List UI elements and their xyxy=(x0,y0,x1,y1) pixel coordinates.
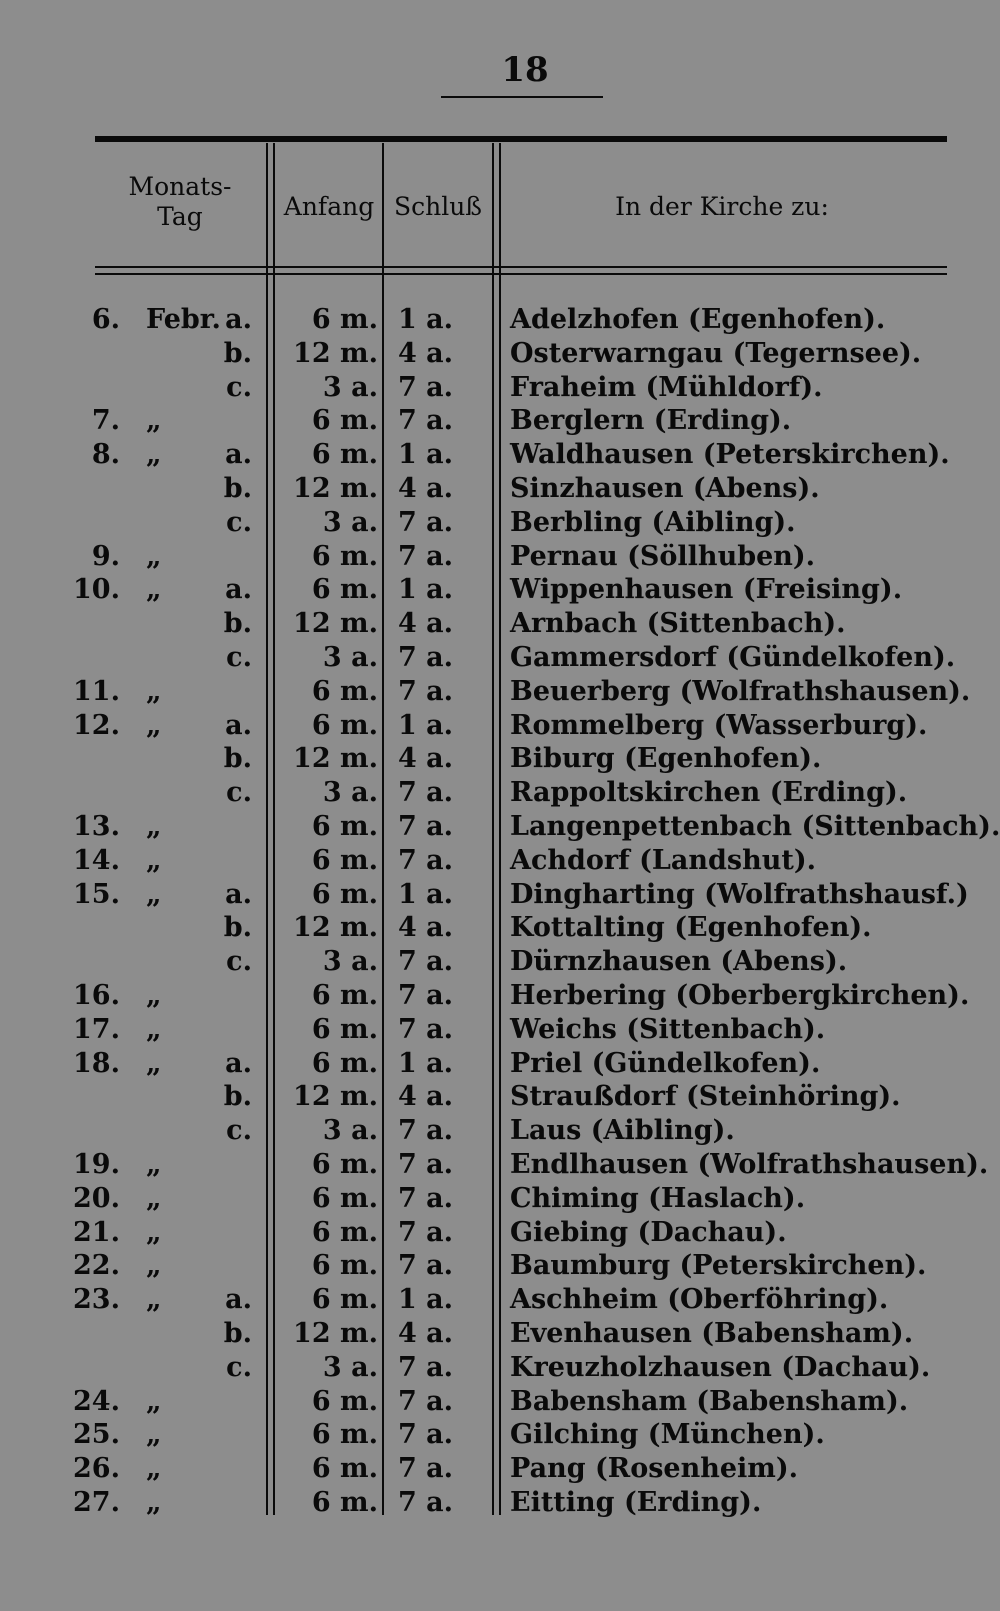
row-month: „ xyxy=(146,574,162,606)
row-church: Berbling (Aibling). xyxy=(510,506,796,538)
row-start-time: 12 m. xyxy=(293,1081,378,1113)
row-start-time: 6 m. xyxy=(311,878,378,910)
header-bottom-rule xyxy=(95,266,947,268)
row-day: 21. xyxy=(73,1216,120,1248)
row-day: 22. xyxy=(73,1250,120,1282)
row-subdivision: b. xyxy=(223,337,252,369)
row-start-time: 6 m. xyxy=(311,1013,378,1045)
row-subdivision: c. xyxy=(226,1351,252,1383)
row-end-time: 7 a. xyxy=(398,540,454,572)
row-start-time: 6 m. xyxy=(311,540,378,572)
row-church: Osterwarngau (Tegernsee). xyxy=(510,337,922,369)
table-row xyxy=(0,945,1000,979)
row-subdivision: a. xyxy=(225,1284,252,1316)
row-start-time: 3 a. xyxy=(322,641,378,673)
row-day: 8. xyxy=(91,439,120,471)
row-church: Beuerberg (Wolfrathshausen). xyxy=(510,675,971,707)
table-row xyxy=(0,979,1000,1013)
table-row xyxy=(0,540,1000,574)
row-church: Dingharting (Wolfrathshausf.) xyxy=(510,878,969,910)
row-month: „ xyxy=(146,1250,162,1282)
row-start-time: 6 m. xyxy=(311,810,378,842)
table-row xyxy=(0,1351,1000,1385)
header-end-column: Schluß xyxy=(393,192,483,221)
row-start-time: 6 m. xyxy=(311,979,378,1011)
row-church: Priel (Gündelkofen). xyxy=(510,1047,821,1079)
row-subdivision: a. xyxy=(225,1047,252,1079)
table-row xyxy=(0,303,1000,337)
row-end-time: 7 a. xyxy=(398,979,454,1011)
table-row xyxy=(0,1249,1000,1283)
row-subdivision: b. xyxy=(223,743,252,775)
row-church: Chiming (Haslach). xyxy=(510,1182,806,1214)
row-church: Evenhausen (Babensham). xyxy=(510,1317,914,1349)
row-end-time: 7 a. xyxy=(398,675,454,707)
row-end-time: 7 a. xyxy=(398,777,454,809)
row-month: „ xyxy=(146,1148,162,1180)
row-end-time: 4 a. xyxy=(398,1317,454,1349)
row-end-time: 7 a. xyxy=(398,1148,454,1180)
row-start-time: 6 m. xyxy=(311,574,378,606)
table-row xyxy=(0,911,1000,945)
row-end-time: 7 a. xyxy=(398,1115,454,1147)
row-month: „ xyxy=(146,709,162,741)
row-church: Baumburg (Peterskirchen). xyxy=(510,1250,927,1282)
row-month: „ xyxy=(146,675,162,707)
table-row xyxy=(0,1182,1000,1216)
row-end-time: 7 a. xyxy=(398,641,454,673)
row-start-time: 6 m. xyxy=(311,1284,378,1316)
table-row xyxy=(0,1486,1000,1520)
row-subdivision: c. xyxy=(226,777,252,809)
table-row xyxy=(0,810,1000,844)
row-end-time: 4 a. xyxy=(398,472,454,504)
header-day-column xyxy=(100,172,260,232)
row-end-time: 7 a. xyxy=(398,1250,454,1282)
row-day: 27. xyxy=(73,1486,120,1518)
row-church: Straußdorf (Steinhöring). xyxy=(510,1081,901,1113)
row-end-time: 7 a. xyxy=(398,506,454,538)
row-church: Sinzhausen (Abens). xyxy=(510,472,820,504)
row-subdivision: b. xyxy=(223,472,252,504)
table-row xyxy=(0,337,1000,371)
row-start-time: 6 m. xyxy=(311,1047,378,1079)
row-church: Gilching (München). xyxy=(510,1419,825,1451)
header-bottom-rule-double xyxy=(95,273,947,275)
row-day: 9. xyxy=(91,540,120,572)
row-day: 14. xyxy=(73,844,120,876)
row-church: Adelzhofen (Egenhofen). xyxy=(510,304,886,335)
row-start-time: 12 m. xyxy=(293,743,378,775)
row-month: „ xyxy=(146,1182,162,1214)
row-end-time: 1 a. xyxy=(398,574,454,606)
row-church: Kottalting (Egenhofen). xyxy=(510,912,872,944)
row-start-time: 3 a. xyxy=(322,1115,378,1147)
schedule-table-body xyxy=(0,303,1000,1520)
row-day: 20. xyxy=(73,1182,120,1214)
row-month: „ xyxy=(146,1419,162,1451)
row-church: Achdorf (Landshut). xyxy=(510,844,817,876)
row-month: „ xyxy=(146,979,162,1011)
row-month: „ xyxy=(146,405,162,437)
table-row xyxy=(0,1080,1000,1114)
row-start-time: 12 m. xyxy=(293,912,378,944)
row-church: Endlhausen (Wolfrathshausen). xyxy=(510,1148,989,1180)
row-day: 15. xyxy=(73,878,120,910)
row-end-time: 7 a. xyxy=(398,844,454,876)
row-end-time: 7 a. xyxy=(398,1013,454,1045)
header-church-column: In der Kirche zu: xyxy=(615,192,829,221)
row-church: Laus (Aibling). xyxy=(510,1115,735,1147)
row-church: Dürnzhausen (Abens). xyxy=(510,946,848,978)
row-subdivision: c. xyxy=(226,371,252,403)
row-end-time: 7 a. xyxy=(398,810,454,842)
row-start-time: 6 m. xyxy=(311,1148,378,1180)
table-row xyxy=(0,1385,1000,1419)
row-subdivision: a. xyxy=(225,878,252,910)
row-start-time: 3 a. xyxy=(322,946,378,978)
row-day: 11. xyxy=(73,675,120,707)
row-subdivision: b. xyxy=(223,608,252,640)
row-end-time: 1 a. xyxy=(398,304,454,335)
row-subdivision: b. xyxy=(223,1081,252,1113)
row-end-time: 4 a. xyxy=(398,608,454,640)
row-month: „ xyxy=(146,878,162,910)
row-day: 6. xyxy=(91,304,120,335)
row-start-time: 3 a. xyxy=(322,506,378,538)
row-start-time: 6 m. xyxy=(311,405,378,437)
row-month: Febr. xyxy=(146,304,221,335)
row-subdivision: c. xyxy=(226,506,252,538)
row-end-time: 7 a. xyxy=(398,946,454,978)
row-end-time: 1 a. xyxy=(398,1284,454,1316)
table-row xyxy=(0,404,1000,438)
row-subdivision: c. xyxy=(226,946,252,978)
header-day-line1: Monats- xyxy=(128,172,232,201)
table-row xyxy=(0,607,1000,641)
row-church: Gammersdorf (Gündelkofen). xyxy=(510,641,956,673)
row-start-time: 12 m. xyxy=(293,1317,378,1349)
row-start-time: 6 m. xyxy=(311,1419,378,1451)
row-start-time: 6 m. xyxy=(311,439,378,471)
row-church: Giebing (Dachau). xyxy=(510,1216,787,1248)
row-end-time: 7 a. xyxy=(398,371,454,403)
row-subdivision: a. xyxy=(225,574,252,606)
table-row xyxy=(0,472,1000,506)
row-church: Arnbach (Sittenbach). xyxy=(510,608,846,640)
header-start-column: Anfang xyxy=(283,192,375,221)
row-day: 10. xyxy=(73,574,120,606)
table-row xyxy=(0,506,1000,540)
row-start-time: 12 m. xyxy=(293,472,378,504)
row-start-time: 6 m. xyxy=(311,1385,378,1417)
row-subdivision: a. xyxy=(225,709,252,741)
row-start-time: 3 a. xyxy=(322,371,378,403)
row-start-time: 6 m. xyxy=(311,1216,378,1248)
row-end-time: 4 a. xyxy=(398,337,454,369)
row-day: 17. xyxy=(73,1013,120,1045)
row-church: Waldhausen (Peterskirchen). xyxy=(510,439,950,471)
row-day: 23. xyxy=(73,1284,120,1316)
row-end-time: 7 a. xyxy=(398,1385,454,1417)
row-end-time: 7 a. xyxy=(398,1351,454,1383)
row-month: „ xyxy=(146,1284,162,1316)
table-row xyxy=(0,1013,1000,1047)
row-day: 13. xyxy=(73,810,120,842)
row-church: Fraheim (Mühldorf). xyxy=(510,371,823,403)
row-end-time: 7 a. xyxy=(398,1453,454,1485)
table-row xyxy=(0,844,1000,878)
row-end-time: 4 a. xyxy=(398,1081,454,1113)
row-end-time: 7 a. xyxy=(398,1419,454,1451)
row-start-time: 6 m. xyxy=(311,1250,378,1282)
row-end-time: 7 a. xyxy=(398,1486,454,1518)
row-day: 12. xyxy=(73,709,120,741)
page-number-underline xyxy=(441,96,603,98)
row-start-time: 6 m. xyxy=(311,844,378,876)
page-number: 18 xyxy=(501,50,549,90)
table-row xyxy=(0,675,1000,709)
row-end-time: 4 a. xyxy=(398,743,454,775)
table-row xyxy=(0,1283,1000,1317)
row-end-time: 7 a. xyxy=(398,1216,454,1248)
row-subdivision: c. xyxy=(226,641,252,673)
row-start-time: 6 m. xyxy=(311,1182,378,1214)
table-row xyxy=(0,1418,1000,1452)
row-day: 7. xyxy=(91,405,120,437)
row-church: Wippenhausen (Freising). xyxy=(510,574,903,606)
table-top-rule xyxy=(95,136,947,142)
row-start-time: 6 m. xyxy=(311,1486,378,1518)
row-start-time: 6 m. xyxy=(311,675,378,707)
table-row xyxy=(0,709,1000,743)
table-row xyxy=(0,438,1000,472)
table-row xyxy=(0,1452,1000,1486)
row-church: Rommelberg (Wasserburg). xyxy=(510,709,928,741)
row-day: 26. xyxy=(73,1453,120,1485)
row-month: „ xyxy=(146,1486,162,1518)
table-row xyxy=(0,776,1000,810)
row-end-time: 4 a. xyxy=(398,912,454,944)
row-church: Langenpettenbach (Sittenbach). xyxy=(510,810,1000,842)
table-row xyxy=(0,742,1000,776)
row-month: „ xyxy=(146,1453,162,1485)
row-church: Eitting (Erding). xyxy=(510,1486,762,1518)
row-month: „ xyxy=(146,1047,162,1079)
row-church: Aschheim (Oberföhring). xyxy=(510,1284,889,1316)
row-church: Babensham (Babensham). xyxy=(510,1385,909,1417)
row-church: Weichs (Sittenbach). xyxy=(510,1013,826,1045)
row-month: „ xyxy=(146,1385,162,1417)
row-church: Berglern (Erding). xyxy=(510,405,792,437)
row-day: 18. xyxy=(73,1047,120,1079)
row-church: Biburg (Egenhofen). xyxy=(510,743,822,775)
row-month: „ xyxy=(146,844,162,876)
table-row xyxy=(0,371,1000,405)
table-row xyxy=(0,641,1000,675)
row-start-time: 3 a. xyxy=(322,1351,378,1383)
row-subdivision: a. xyxy=(225,439,252,471)
row-month: „ xyxy=(146,810,162,842)
row-day: 24. xyxy=(73,1385,120,1417)
header-day-line2: Tag xyxy=(157,202,203,231)
row-church: Kreuzholzhausen (Dachau). xyxy=(510,1351,931,1383)
table-row xyxy=(0,878,1000,912)
row-end-time: 1 a. xyxy=(398,709,454,741)
table-row xyxy=(0,1148,1000,1182)
row-end-time: 1 a. xyxy=(398,878,454,910)
row-end-time: 1 a. xyxy=(398,439,454,471)
row-church: Pernau (Söllhuben). xyxy=(510,540,816,572)
row-subdivision: b. xyxy=(223,912,252,944)
row-month: „ xyxy=(146,1216,162,1248)
row-church: Pang (Rosenheim). xyxy=(510,1453,799,1485)
row-subdivision: c. xyxy=(226,1115,252,1147)
row-subdivision: b. xyxy=(223,1317,252,1349)
table-row xyxy=(0,573,1000,607)
row-subdivision: a. xyxy=(225,304,252,335)
row-day: 19. xyxy=(73,1148,120,1180)
row-month: „ xyxy=(146,439,162,471)
table-row xyxy=(0,1317,1000,1351)
table-row xyxy=(0,1114,1000,1148)
row-end-time: 7 a. xyxy=(398,1182,454,1214)
row-start-time: 6 m. xyxy=(311,709,378,741)
row-month: „ xyxy=(146,1013,162,1045)
row-start-time: 12 m. xyxy=(293,337,378,369)
row-start-time: 6 m. xyxy=(311,304,378,335)
row-start-time: 6 m. xyxy=(311,1453,378,1485)
row-start-time: 3 a. xyxy=(322,777,378,809)
row-church: Rappoltskirchen (Erding). xyxy=(510,777,908,809)
row-day: 25. xyxy=(73,1419,120,1451)
row-end-time: 7 a. xyxy=(398,405,454,437)
row-day: 16. xyxy=(73,979,120,1011)
row-month: „ xyxy=(146,540,162,572)
table-row xyxy=(0,1047,1000,1081)
row-start-time: 12 m. xyxy=(293,608,378,640)
row-end-time: 1 a. xyxy=(398,1047,454,1079)
row-church: Herbering (Oberbergkirchen). xyxy=(510,979,970,1011)
table-row xyxy=(0,1216,1000,1250)
